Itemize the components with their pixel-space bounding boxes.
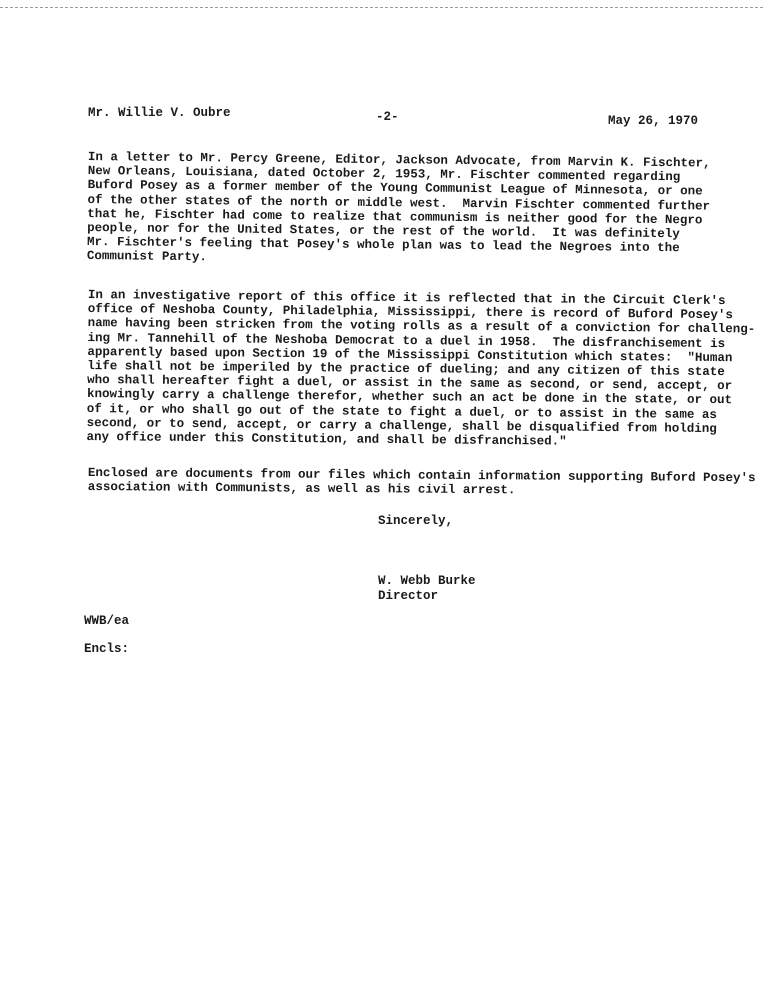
addressee-line: Mr. Willie V. Oubre: [88, 106, 231, 120]
body-paragraph-fischter-letter: In a letter to Mr. Percy Greene, Editor, Jackson Advocate, from Marvin K. Fischter, New Orleans, Louisiana, dated October 2, 1953, Mr. Fischter commented regarding Buford Posey as a former member of the Young Communist League of Minnesota, or one of the other states of the north or middle west. Marvin Fischter commented further that he, Fischter had come to realize that communism is neither good for the Negro people, nor for the United States, or the rest of the world. It was definitely Mr. Fischter's feeling that Posey's whole plan was to lead the Negroes into the Communist Party.: [86, 150, 711, 265]
signer-name: W. Webb Burke: [378, 574, 476, 588]
reference-initials: WWB/ea: [84, 614, 130, 628]
top-edge-rule: [0, 7, 763, 8]
letter-date: May 26, 1970: [608, 114, 699, 128]
valediction: Sincerely,: [378, 514, 454, 528]
body-paragraph-enclosures: Enclosed are documents from our files which contain information supporting Buford Posey's association with Communists, as well as his civil arrest.: [87, 466, 756, 498]
letter-header: [88, 106, 718, 130]
signer-title: Director: [378, 589, 439, 603]
page-number: -2-: [376, 110, 399, 124]
body-paragraph-investigative-report: In an investigative report of this office it is reflected that in the Circuit Clerk's office of Neshoba County, Philadelphia, Mississippi, there is record of Buford Posey's name having been stricken from the voting rolls as a result of a conviction for challeng- ing Mr. Tannehill of the Neshoba Democrat to a duel in 1958. The disfranchisement is apparently based upon Section 19 of the Mississippi Constitution which states: "Human life shall not be imperiled by the practice of dueling; and any citizen of this state who shall hereafter fight a duel, or assist in the same as second, or send, accept, or knowingly carry a challenge therefor, whether such an act be done in the state, or out of it, or who shall go out of the state to fight a duel, or to assist in the same as second, or to send, accept, or carry a challenge, shall be disqualified from holding any office under this Constitution, and shall be disfranchised.": [86, 288, 756, 449]
enclosures-notation: Encls:: [84, 642, 130, 656]
